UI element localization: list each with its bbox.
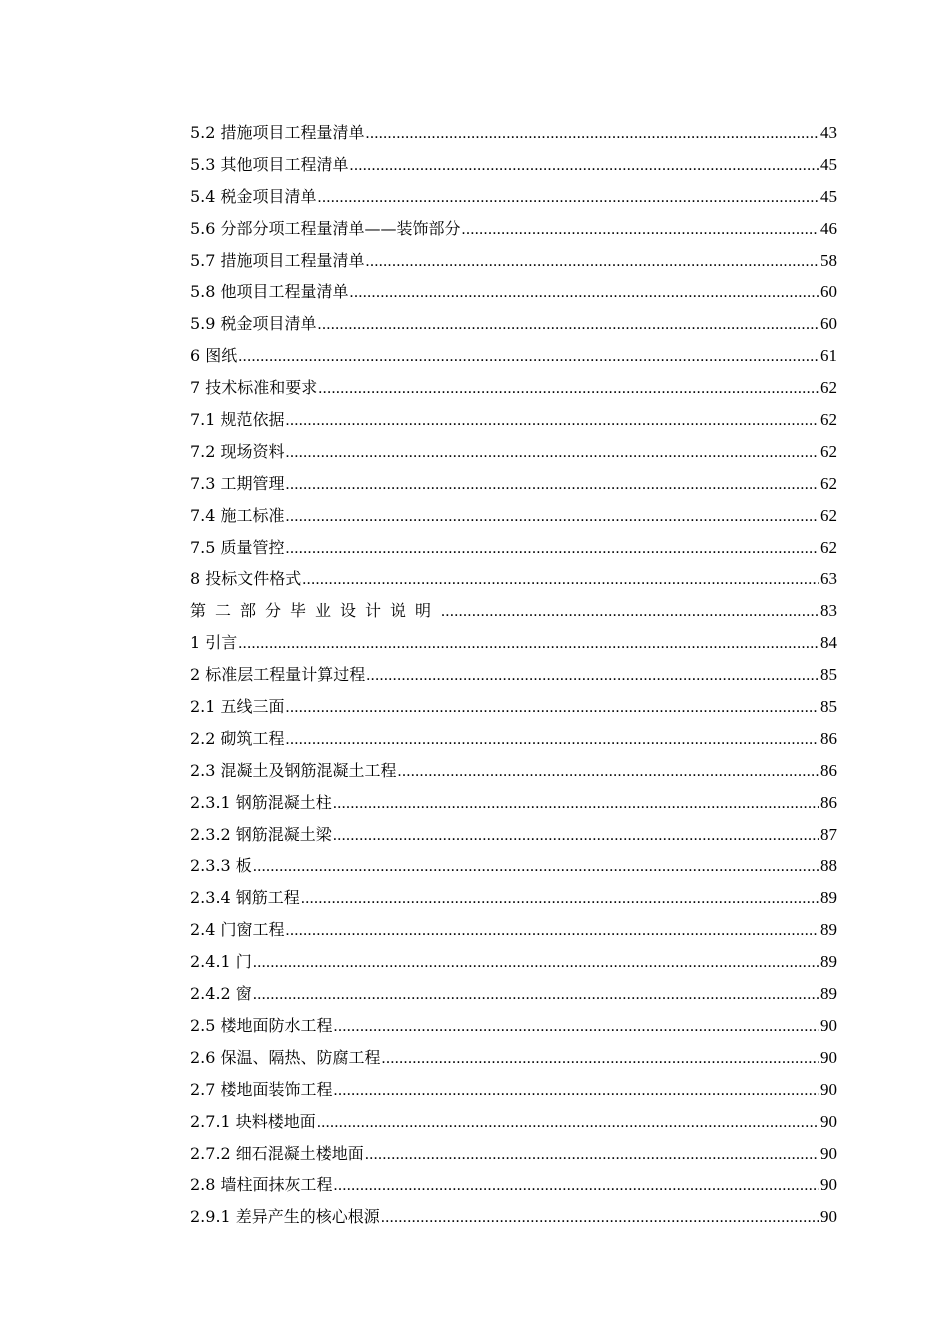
toc-entry[interactable] — [190, 149, 837, 181]
dot-leader — [366, 118, 819, 150]
toc-entry-page-number: 62 — [820, 505, 837, 525]
toc-entry-title: 7.5 质量管控 — [190, 537, 285, 557]
toc-entry-title: 7.2 现场资料 — [190, 441, 285, 461]
toc-entry-page-number: 62 — [820, 537, 837, 557]
dot-leader — [286, 501, 819, 533]
dot-leader — [286, 533, 819, 565]
toc-entry-title: 2.6 保温、隔热、防腐工程 — [190, 1047, 381, 1067]
toc-entry[interactable] — [190, 1169, 837, 1201]
toc-entry[interactable] — [190, 468, 837, 500]
dot-leader — [286, 915, 819, 947]
toc-entry[interactable] — [190, 1074, 837, 1106]
toc-entry-page-number: 85 — [820, 665, 837, 685]
toc-entry[interactable] — [190, 595, 837, 627]
toc-entry-page-number: 88 — [820, 856, 837, 876]
toc-entry[interactable] — [190, 245, 837, 277]
toc-entry-page-number: 62 — [820, 378, 837, 398]
toc-entry[interactable] — [190, 1201, 837, 1233]
dot-leader — [286, 469, 819, 501]
toc-entry-title: 2.3.3 板 — [190, 856, 252, 876]
dot-leader — [381, 1202, 819, 1234]
toc-entry-page-number: 89 — [820, 984, 837, 1004]
dot-leader — [253, 979, 819, 1011]
toc-entry[interactable] — [190, 563, 837, 595]
toc-entry-page-number: 86 — [820, 728, 837, 748]
toc-entry[interactable] — [190, 978, 837, 1010]
toc-entry-title: 2.3.1 钢筋混凝土柱 — [190, 792, 332, 812]
toc-entry-page-number: 62 — [820, 410, 837, 430]
toc-entry-title: 2.7.1 块料楼地面 — [190, 1111, 316, 1131]
dot-leader — [238, 341, 819, 373]
toc-entry-page-number: 43 — [820, 123, 837, 142]
dot-leader — [286, 724, 819, 756]
toc-entry[interactable] — [190, 117, 837, 149]
toc-entry[interactable] — [190, 213, 837, 245]
dot-leader — [365, 1139, 819, 1171]
dot-leader — [334, 1011, 819, 1043]
toc-entry[interactable] — [190, 914, 837, 946]
toc-entry-title: 1 引言 — [190, 633, 238, 653]
dot-leader — [286, 437, 819, 469]
toc-entry[interactable] — [190, 340, 837, 372]
dot-leader — [334, 1075, 819, 1107]
toc-entry-page-number: 90 — [820, 1175, 837, 1195]
dot-leader — [286, 405, 819, 437]
dot-leader — [441, 596, 819, 628]
toc-entry-title: 7 技术标准和要求 — [190, 378, 318, 398]
dot-leader — [286, 692, 819, 724]
toc-entry[interactable] — [190, 1138, 837, 1170]
toc-entry-title: 2.3.4 钢筋工程 — [190, 888, 300, 908]
toc-entry-title: 5.9 税金项目清单 — [190, 314, 317, 334]
toc-entry[interactable] — [190, 819, 837, 851]
toc-entry-page-number: 89 — [820, 888, 837, 908]
toc-entry-title: 2 标准层工程量计算过程 — [190, 665, 366, 685]
toc-entry-title: 2.1 五线三面 — [190, 697, 285, 717]
toc-entry[interactable] — [190, 1042, 837, 1074]
toc-entry-title: 6 图纸 — [190, 346, 238, 366]
toc-entry-page-number: 62 — [820, 473, 837, 493]
dot-leader — [301, 883, 819, 915]
toc-entry-page-number: 86 — [820, 760, 837, 780]
toc-entry[interactable] — [190, 850, 837, 882]
toc-entry-page-number: 45 — [820, 154, 837, 174]
toc-entry[interactable] — [190, 659, 837, 691]
toc-entry-page-number: 90 — [820, 1015, 837, 1035]
toc-entry-page-number: 85 — [820, 697, 837, 717]
toc-entry[interactable] — [190, 723, 837, 755]
toc-entry-title: 5.3 其他项目工程清单 — [190, 154, 349, 174]
toc-entry-title: 8 投标文件格式 — [190, 569, 302, 589]
toc-entry-title: 2.9.1 差异产生的核心根源 — [190, 1207, 380, 1227]
toc-entry-page-number: 58 — [820, 250, 837, 270]
toc-entry-title: 2.4.1 门 — [190, 952, 252, 972]
dot-leader — [318, 309, 819, 341]
dot-leader — [302, 564, 819, 596]
toc-entry-title: 7.1 规范依据 — [190, 410, 285, 430]
dot-leader — [350, 150, 819, 182]
toc-entry-page-number: 84 — [820, 633, 837, 653]
toc-entry[interactable] — [190, 436, 837, 468]
dot-leader — [317, 1107, 819, 1139]
toc-entry[interactable] — [190, 181, 837, 213]
dot-leader — [334, 1170, 819, 1202]
toc-entry-page-number: 90 — [820, 1207, 837, 1227]
toc-entry-page-number: 60 — [820, 314, 837, 334]
dot-leader — [318, 373, 819, 405]
dot-leader — [333, 820, 819, 852]
toc-entry[interactable] — [190, 946, 837, 978]
dot-leader — [253, 851, 819, 883]
toc-entry-title: 2.4 门窗工程 — [190, 920, 285, 940]
toc-entry-title: 2.8 墙柱面抹灰工程 — [190, 1175, 333, 1195]
dot-leader — [366, 660, 819, 692]
toc-entry[interactable] — [190, 372, 837, 404]
toc-entry-page-number: 86 — [820, 792, 837, 812]
toc-entry[interactable] — [190, 276, 837, 308]
toc-entry-title: 5.8 他项目工程量清单 — [190, 282, 349, 302]
toc-entry-page-number: 90 — [820, 1047, 837, 1067]
toc-entry-page-number: 60 — [820, 282, 837, 302]
toc-entry[interactable] — [190, 691, 837, 723]
toc-entry-page-number: 63 — [820, 569, 837, 589]
toc-entry-title: 2.3.2 钢筋混凝土梁 — [190, 824, 332, 844]
toc-entry[interactable] — [190, 787, 837, 819]
toc-entry-title: 5.2 措施项目工程量清单 — [190, 123, 365, 142]
toc-entry-page-number: 89 — [820, 920, 837, 940]
toc-entry-title: 5.6 分部分项工程量清单——装饰部分 — [190, 218, 461, 238]
table-of-contents — [190, 117, 837, 1233]
toc-entry[interactable] — [190, 404, 837, 436]
toc-entry-page-number: 83 — [820, 601, 837, 621]
dot-leader — [238, 628, 819, 660]
toc-entry[interactable] — [190, 532, 837, 564]
dot-leader — [366, 246, 819, 278]
dot-leader — [398, 756, 819, 788]
toc-entry-page-number: 62 — [820, 441, 837, 461]
toc-entry-title: 2.4.2 窗 — [190, 984, 252, 1004]
toc-entry[interactable] — [190, 1106, 837, 1138]
toc-entry-title: 5.7 措施项目工程量清单 — [190, 250, 365, 270]
dot-leader — [333, 788, 819, 820]
toc-entry-title: 2.2 砌筑工程 — [190, 728, 285, 748]
toc-entry-page-number: 90 — [820, 1143, 837, 1163]
toc-entry-page-number: 89 — [820, 952, 837, 972]
toc-entry-title: 7.3 工期管理 — [190, 473, 285, 493]
toc-entry[interactable] — [190, 500, 837, 532]
toc-entry[interactable] — [190, 627, 837, 659]
toc-entry-title: 2.7 楼地面装饰工程 — [190, 1079, 333, 1099]
toc-entry[interactable] — [190, 755, 837, 787]
dot-leader — [382, 1043, 819, 1075]
toc-entry-title: 2.5 楼地面防水工程 — [190, 1015, 333, 1035]
toc-entry-page-number: 90 — [820, 1111, 837, 1131]
dot-leader — [253, 947, 819, 979]
toc-entry-page-number: 87 — [820, 824, 837, 844]
toc-entry-page-number: 46 — [820, 218, 837, 238]
dot-leader — [462, 214, 819, 246]
toc-entry-page-number: 90 — [820, 1079, 837, 1099]
toc-entry[interactable] — [190, 1010, 837, 1042]
toc-entry-page-number: 61 — [820, 346, 837, 366]
toc-entry-title: 2.3 混凝土及钢筋混凝土工程 — [190, 760, 397, 780]
toc-entry-title: 5.4 税金项目清单 — [190, 186, 317, 206]
toc-entry-title: 7.4 施工标准 — [190, 505, 285, 525]
toc-entry-title: 2.7.2 细石混凝土楼地面 — [190, 1143, 364, 1163]
dot-leader — [350, 277, 819, 309]
toc-entry-page-number: 45 — [820, 186, 837, 206]
dot-leader — [318, 182, 819, 214]
toc-entry[interactable] — [190, 882, 837, 914]
toc-entry[interactable] — [190, 308, 837, 340]
toc-entry-title: 第二部分毕业设计说明 — [190, 601, 441, 621]
